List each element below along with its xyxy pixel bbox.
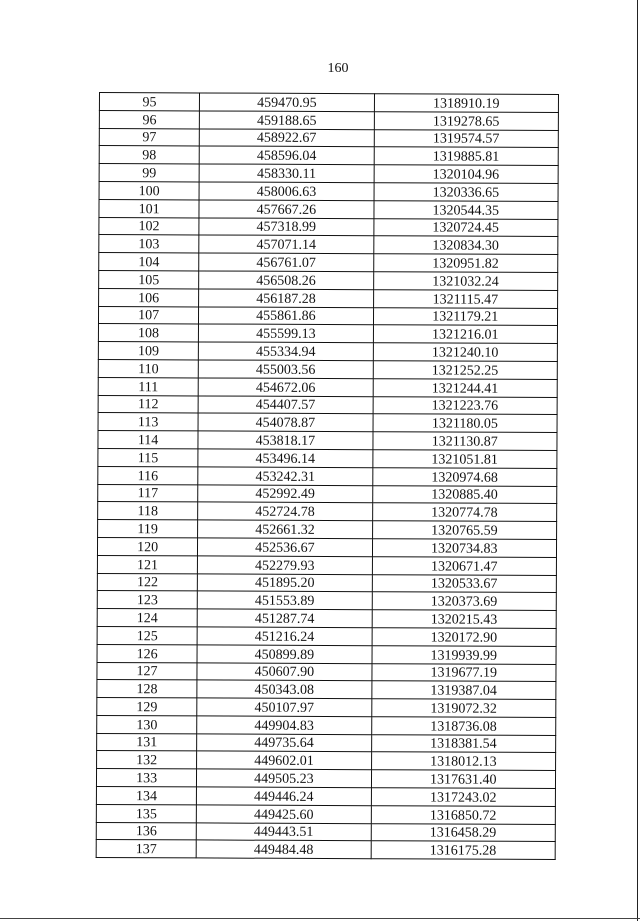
x-coordinate-cell: 449484.48: [196, 840, 370, 859]
x-coordinate-cell: 449904.83: [197, 716, 371, 735]
x-coordinate-cell: 449446.24: [197, 787, 371, 806]
table-row: [98, 395, 557, 415]
point-number-cell: 117: [98, 484, 198, 502]
page-edge-right: [637, 0, 638, 921]
y-coordinate-cell: 1319939.99: [372, 645, 556, 664]
point-number-cell: 121: [97, 555, 197, 573]
y-coordinate-cell: 1319072.32: [371, 699, 555, 718]
x-coordinate-cell: 449505.23: [197, 769, 371, 788]
table-row: [96, 804, 555, 824]
point-number-cell: 119: [98, 520, 198, 538]
table-row: [97, 537, 556, 557]
y-coordinate-cell: 1319387.04: [371, 681, 555, 700]
y-coordinate-cell: 1318012.13: [371, 752, 555, 771]
table-row: [98, 502, 557, 522]
point-number-cell: 128: [97, 680, 197, 698]
point-number-cell: 130: [97, 715, 197, 733]
table-row: [96, 840, 555, 860]
table-row: [99, 146, 558, 166]
table-row: [98, 377, 557, 397]
table-row: [99, 110, 558, 130]
x-coordinate-cell: 451553.89: [197, 591, 371, 610]
x-coordinate-cell: 455861.86: [199, 306, 373, 325]
point-number-cell: 108: [98, 324, 198, 342]
x-coordinate-cell: 450343.08: [197, 680, 371, 699]
x-coordinate-cell: 452661.32: [198, 520, 372, 539]
y-coordinate-cell: 1320544.35: [374, 200, 558, 219]
x-coordinate-cell: 456508.26: [199, 271, 373, 290]
x-coordinate-cell: 455003.56: [198, 360, 372, 379]
point-number-cell: 109: [98, 342, 198, 360]
x-coordinate-cell: 451287.74: [197, 609, 371, 628]
point-number-cell: 99: [99, 164, 199, 182]
point-number-cell: 129: [97, 698, 197, 716]
table-row: [97, 662, 556, 682]
y-coordinate-cell: 1317243.02: [371, 788, 555, 807]
y-coordinate-cell: 1320215.43: [372, 610, 556, 629]
y-coordinate-cell: 1320774.78: [372, 503, 556, 522]
x-coordinate-cell: 458330.11: [199, 164, 373, 183]
x-coordinate-cell: 453818.17: [198, 431, 372, 450]
table-row: [97, 680, 556, 700]
point-number-cell: 137: [96, 840, 196, 858]
y-coordinate-cell: 1320336.65: [374, 183, 558, 202]
y-coordinate-cell: 1320734.83: [372, 539, 556, 558]
x-coordinate-cell: 449443.51: [196, 823, 370, 842]
table-row: [99, 217, 558, 237]
y-coordinate-cell: 1320765.59: [372, 521, 556, 540]
x-coordinate-cell: 458922.67: [199, 129, 373, 148]
point-number-cell: 113: [98, 413, 198, 431]
y-coordinate-cell: 1321115.47: [373, 289, 557, 308]
point-number-cell: 133: [96, 769, 196, 787]
point-number-cell: 102: [99, 217, 199, 235]
point-number-cell: 118: [98, 502, 198, 520]
point-number-cell: 116: [98, 466, 198, 484]
point-number-cell: 134: [96, 787, 196, 805]
x-coordinate-cell: 449425.60: [197, 805, 371, 824]
y-coordinate-cell: 1320724.45: [373, 218, 557, 237]
point-number-cell: 104: [99, 253, 199, 271]
x-coordinate-cell: 454078.87: [198, 413, 372, 432]
point-number-cell: 95: [99, 93, 199, 111]
table-row: [96, 787, 555, 807]
x-coordinate-cell: 451216.24: [197, 627, 371, 646]
coordinates-table-body: [96, 93, 558, 860]
y-coordinate-cell: 1318910.19: [374, 94, 558, 113]
table-row: [98, 324, 557, 344]
x-coordinate-cell: 456761.07: [199, 253, 373, 272]
point-number-cell: 98: [99, 146, 199, 164]
table-row: [99, 199, 558, 219]
point-number-cell: 101: [99, 199, 199, 217]
table-row: [98, 306, 557, 326]
y-coordinate-cell: 1320533.67: [372, 574, 556, 593]
point-number-cell: 106: [99, 288, 199, 306]
table-row: [99, 253, 558, 273]
table-row: [98, 484, 557, 504]
x-coordinate-cell: 457318.99: [199, 218, 373, 237]
table-row: [97, 715, 556, 735]
point-number-cell: 111: [98, 377, 198, 395]
point-number-cell: 123: [97, 591, 197, 609]
point-number-cell: 97: [99, 128, 199, 146]
table-row: [97, 555, 556, 575]
x-coordinate-cell: 449602.01: [197, 751, 371, 770]
table-row: [97, 591, 556, 611]
x-coordinate-cell: 459470.95: [200, 93, 374, 112]
y-coordinate-cell: 1318381.54: [371, 734, 555, 753]
y-coordinate-cell: 1321179.21: [373, 307, 557, 326]
table-row: [97, 751, 556, 771]
x-coordinate-cell: 457667.26: [199, 200, 373, 219]
x-coordinate-cell: 458596.04: [199, 146, 373, 165]
x-coordinate-cell: 456187.28: [199, 289, 373, 308]
y-coordinate-cell: 1321216.01: [373, 325, 557, 344]
table-row: [98, 359, 557, 379]
y-coordinate-cell: 1320373.69: [372, 592, 556, 611]
x-coordinate-cell: 452992.49: [198, 484, 372, 503]
y-coordinate-cell: 1321244.41: [373, 378, 557, 397]
y-coordinate-cell: 1321032.24: [373, 272, 557, 291]
y-coordinate-cell: 1320834.30: [373, 236, 557, 255]
y-coordinate-cell: 1321240.10: [373, 343, 557, 362]
x-coordinate-cell: 449735.64: [197, 734, 371, 753]
y-coordinate-cell: 1316850.72: [371, 806, 555, 825]
point-number-cell: 127: [97, 662, 197, 680]
table-row: [99, 181, 558, 201]
point-number-cell: 135: [96, 804, 196, 822]
point-number-cell: 125: [97, 626, 197, 644]
point-number-cell: 112: [98, 395, 198, 413]
x-coordinate-cell: 454672.06: [198, 378, 372, 397]
x-coordinate-cell: 457071.14: [199, 235, 373, 254]
table-row: [97, 698, 556, 718]
table-row: [97, 733, 556, 753]
y-coordinate-cell: 1318736.08: [371, 717, 555, 736]
table-row: [99, 93, 558, 113]
table-row: [97, 626, 556, 646]
y-coordinate-cell: 1316458.29: [371, 823, 555, 842]
table-row: [97, 573, 556, 593]
x-coordinate-cell: 452724.78: [198, 502, 372, 521]
x-coordinate-cell: 455334.94: [199, 342, 373, 361]
table-row: [99, 235, 558, 255]
table-row: [99, 128, 558, 148]
point-number-cell: 105: [99, 270, 199, 288]
table-row: [96, 769, 555, 789]
point-number-cell: 122: [97, 573, 197, 591]
x-coordinate-cell: 458006.63: [199, 182, 373, 201]
x-coordinate-cell: 453242.31: [198, 467, 372, 486]
point-number-cell: 110: [98, 359, 198, 377]
table-row: [98, 466, 557, 486]
y-coordinate-cell: 1320885.40: [372, 485, 556, 504]
y-coordinate-cell: 1321130.87: [373, 432, 557, 451]
x-coordinate-cell: 453496.14: [198, 449, 372, 468]
point-number-cell: 120: [97, 537, 197, 555]
point-number-cell: 115: [98, 448, 198, 466]
point-number-cell: 103: [99, 235, 199, 253]
point-number-cell: 124: [97, 609, 197, 627]
y-coordinate-cell: 1320104.96: [374, 165, 558, 184]
x-coordinate-cell: 450107.97: [197, 698, 371, 717]
y-coordinate-cell: 1320951.82: [373, 254, 557, 273]
y-coordinate-cell: 1319885.81: [374, 147, 558, 166]
x-coordinate-cell: 452536.67: [198, 538, 372, 557]
y-coordinate-cell: 1316175.28: [371, 841, 555, 860]
y-coordinate-cell: 1320671.47: [372, 556, 556, 575]
y-coordinate-cell: 1321051.81: [372, 450, 556, 469]
y-coordinate-cell: 1321180.05: [373, 414, 557, 433]
point-number-cell: 136: [96, 822, 196, 840]
point-number-cell: 132: [97, 751, 197, 769]
table-row: [98, 431, 557, 451]
point-number-cell: 126: [97, 644, 197, 662]
table-row: [98, 413, 557, 433]
y-coordinate-cell: 1320974.68: [372, 467, 556, 486]
table-row: [99, 164, 558, 184]
page-edge-bottom: [0, 918, 640, 919]
y-coordinate-cell: 1319677.19: [372, 663, 556, 682]
point-number-cell: 96: [99, 110, 199, 128]
y-coordinate-cell: 1321252.25: [373, 361, 557, 380]
point-number-cell: 114: [98, 431, 198, 449]
point-number-cell: 131: [97, 733, 197, 751]
table-row: [98, 520, 557, 540]
x-coordinate-cell: 455599.13: [199, 324, 373, 343]
table-row: [96, 822, 555, 842]
x-coordinate-cell: 459188.65: [200, 111, 374, 130]
x-coordinate-cell: 451895.20: [198, 573, 372, 592]
y-coordinate-cell: 1319278.65: [374, 111, 558, 130]
coordinates-table: [96, 92, 559, 860]
table-row: [97, 609, 556, 629]
y-coordinate-cell: 1320172.90: [372, 628, 556, 647]
page-number: 160: [327, 61, 349, 76]
x-coordinate-cell: 450607.90: [197, 662, 371, 681]
table-row: [99, 288, 558, 308]
x-coordinate-cell: 452279.93: [198, 556, 372, 575]
y-coordinate-cell: 1321223.76: [373, 396, 557, 415]
point-number-cell: 107: [98, 306, 198, 324]
x-coordinate-cell: 454407.57: [198, 395, 372, 414]
table-row: [99, 270, 558, 290]
x-coordinate-cell: 450899.89: [197, 645, 371, 664]
table-row: [98, 448, 557, 468]
y-coordinate-cell: 1319574.57: [374, 129, 558, 148]
table-row: [97, 644, 556, 664]
table-row: [98, 342, 557, 362]
point-number-cell: 100: [99, 181, 199, 199]
y-coordinate-cell: 1317631.40: [371, 770, 555, 789]
